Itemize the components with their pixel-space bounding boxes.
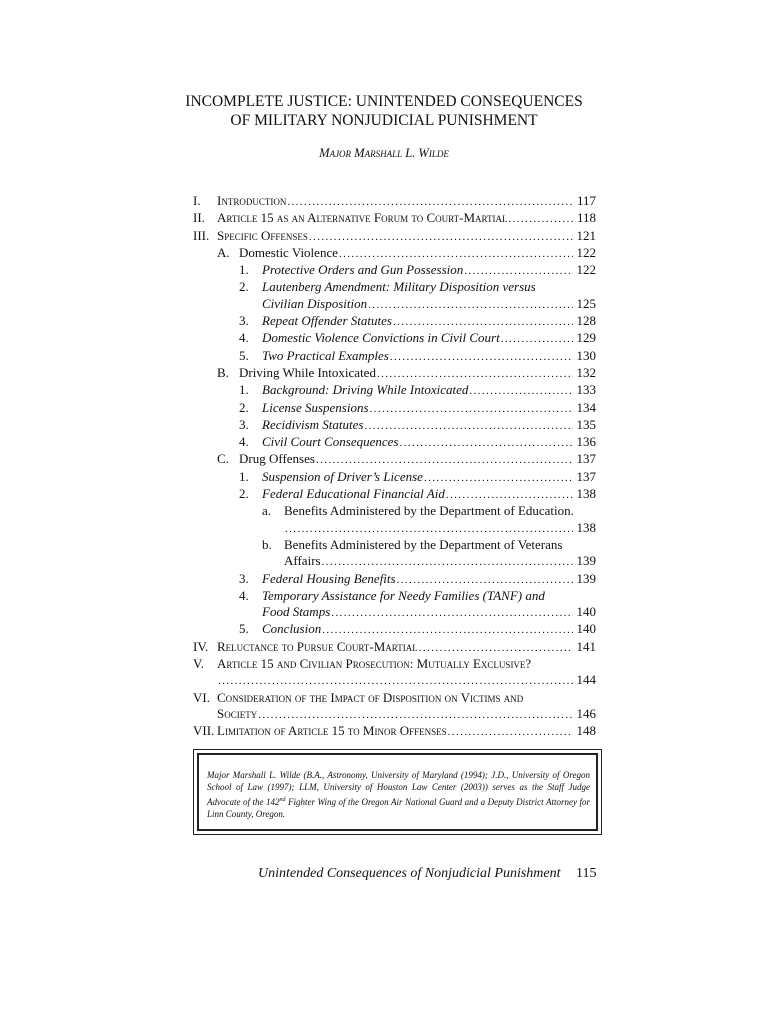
dot-leader [322,622,573,638]
toc-entry-number: III. [193,227,210,243]
toc-entry-number: 2. [239,279,249,295]
toc-entry-page: 137 [576,468,596,484]
toc-entry [193,348,596,365]
toc-entry-title: Consideration of the Impact of Disposition on Victims and [217,689,524,705]
dot-leader [469,383,573,399]
dot-leader [393,314,573,330]
dot-leader [309,229,573,245]
toc-entry-number: A. [217,244,230,260]
author-bio-superscript: nd [279,796,286,803]
toc-entry-number: 2. [239,486,249,502]
toc-entry-page: 141 [576,638,596,654]
toc-entry-title: Suspension of Driver’s License [262,468,423,484]
toc-entry-number: 1. [239,262,249,278]
toc-entry-number: 4. [239,330,249,346]
toc-entry [193,690,596,706]
dot-leader [397,572,573,588]
toc-entry [193,537,596,553]
table-of-contents [193,193,596,741]
dot-leader [339,246,573,262]
toc-entry [193,621,596,638]
toc-entry-title-continued: Food Stamps [262,604,331,620]
toc-entry-number: B. [217,364,229,380]
dot-leader [377,366,573,382]
dot-leader [446,487,573,503]
toc-entry-page: 134 [576,399,596,415]
article-title-line-1: INCOMPLETE JUSTICE: UNINTENDED CONSEQUENCES [185,93,583,110]
toc-entry [193,486,596,503]
toc-entry-page: 132 [576,364,596,380]
dot-leader [322,554,573,570]
toc-entry-page: 125 [576,295,596,311]
toc-entry-title: Drug Offenses [239,451,315,467]
dot-leader [400,435,574,451]
toc-entry-title: Driving While Intoxicated [239,364,376,380]
toc-entry-number: 5. [239,347,249,363]
toc-entry-page: 117 [576,193,596,208]
toc-entry-continuation [193,706,596,723]
toc-entry [193,503,596,519]
toc-entry-title: Specific Offenses [217,227,308,243]
dot-leader [285,521,573,537]
toc-entry-page: 137 [576,451,596,467]
toc-entry-title-continued: Society [217,705,258,721]
toc-entry-number: b. [262,536,272,552]
toc-entry [193,245,596,262]
author-bio-text [197,753,598,831]
dot-leader [258,707,573,723]
toc-entry [193,313,596,330]
dot-leader [419,640,573,656]
toc-entry-title: Temporary Assistance for Needy Families (TANF) and [262,587,545,603]
dot-leader [287,194,573,210]
toc-entry-number: VI. [193,689,210,705]
toc-entry-number: 3. [239,313,249,329]
dot-leader [364,418,573,434]
toc-entry-number: 1. [239,468,249,484]
toc-entry-number: 3. [239,570,249,586]
toc-entry-title: Federal Educational Financial Aid [262,486,445,502]
toc-entry-title: Article 15 as an Alternative Forum to Court-Martial [217,210,508,226]
toc-entry-title: Protective Orders and Gun Possession [262,262,464,278]
running-footer-title: Unintended Consequences of Nonjudicial Punishment [258,866,561,881]
toc-entry-page: 136 [576,434,596,450]
toc-entry-title: Benefits Administered by the Department of Education. [284,503,574,519]
toc-entry [193,262,596,279]
toc-entry-page: 130 [576,347,596,363]
toc-entry-title: Benefits Administered by the Department of Veterans [284,536,563,552]
dot-leader [424,470,573,486]
toc-entry-number: 1. [239,382,249,398]
toc-entry-number: V. [193,656,204,672]
toc-entry-title: Civil Court Consequences [262,434,399,450]
toc-entry-number: II. [193,210,205,226]
toc-entry-title: License Suspensions [262,399,369,415]
author-bio-part-1: Major Marshall L. Wilde (B.A., Astronomy, University of Maryland (1994); J.D., University of Oregon School of Law (1997); LLM, University of Houston Law Center (2003)) serves as the Staff Judge Advocate of the 142 [207,770,590,807]
toc-entry-title: Reluctance to Pursue Court-Martial [217,638,418,654]
dot-leader [331,605,573,621]
page-number: 115 [576,866,597,881]
toc-entry-page: 129 [576,330,596,346]
toc-entry-title: Limitation of Article 15 to Minor Offenses [217,723,447,739]
toc-entry-page: 148 [576,723,596,739]
dot-leader [370,401,573,417]
toc-entry [193,639,596,656]
toc-entry-page: 140 [576,604,596,620]
toc-entry [193,434,596,451]
toc-entry-title-continued: Affairs [284,553,321,569]
toc-entry-title: Federal Housing Benefits [262,570,396,586]
dot-leader [218,673,573,689]
toc-entry-continuation [193,296,596,313]
toc-entry [193,228,596,245]
toc-entry-page: 133 [576,382,596,398]
toc-entry [193,656,596,672]
toc-entry-title-continued: Civilian Disposition [262,295,368,311]
toc-entry [193,469,596,486]
toc-entry-page: 138 [576,519,596,535]
toc-entry-title: Background: Driving While Intoxicated [262,382,469,398]
toc-entry-page: 139 [576,553,596,569]
toc-entry [193,588,596,604]
toc-entry-page: 138 [576,486,596,502]
toc-entry-page: 122 [576,262,596,278]
toc-entry-title: Lautenberg Amendment: Military Disposition versus [262,279,536,295]
toc-entry-number: 5. [239,621,249,637]
toc-entry-page: 140 [576,621,596,637]
toc-entry-page: 121 [576,227,596,243]
toc-entry-title: Domestic Violence [239,244,338,260]
toc-entry-number: 2. [239,399,249,415]
dot-leader [448,724,573,740]
toc-entry-title: Two Practical Examples [262,347,389,363]
toc-entry-page: 118 [576,210,596,226]
toc-entry-page: 122 [576,244,596,260]
dot-leader [316,452,573,468]
toc-entry-title: Conclusion [262,621,322,637]
toc-entry-page: 139 [576,570,596,586]
toc-entry-number: C. [217,451,229,467]
article-title [0,92,768,130]
toc-entry [193,723,596,740]
toc-entry [193,365,596,382]
toc-entry-title: Recidivism Statutes [262,416,364,432]
toc-entry-number: 4. [239,434,249,450]
toc-entry-number: I. [193,193,201,208]
toc-entry-title: Article 15 and Civilian Prosecution: Mutually Exclusive? [217,656,532,672]
dot-leader [464,263,573,279]
toc-entry [193,400,596,417]
dot-leader [390,349,573,365]
toc-entry [193,382,596,399]
dot-leader [508,211,573,227]
toc-entry [193,451,596,468]
toc-entry-title: Repeat Offender Statutes [262,313,392,329]
toc-entry-page: 144 [576,672,596,688]
author-bio-part-2: Fighter Wing of the Oregon Air National Guard and a Deputy District Attorney for Linn County, Oregon. [207,796,590,820]
toc-entry [193,193,596,210]
toc-entry-number: 4. [239,587,249,603]
toc-entry [193,279,596,295]
toc-entry-page: 128 [576,313,596,329]
toc-entry [193,571,596,588]
toc-entry-number: 3. [239,416,249,432]
toc-entry-continuation [193,604,596,621]
toc-entry-page: 146 [576,705,596,721]
toc-entry-continuation [193,520,596,537]
toc-entry-continuation [193,553,596,570]
toc-entry-continuation [193,672,596,689]
author-bio-box [193,749,602,835]
dot-leader [368,297,573,313]
dot-leader [501,331,573,347]
toc-entry-number: a. [262,503,272,519]
author-byline: Major Marshall L. Wilde [319,146,449,160]
toc-entry-page: 135 [576,416,596,432]
toc-entry-number: VII. [193,723,215,739]
toc-entry-title: Domestic Violence Convictions in Civil Court [262,330,500,346]
toc-entry [193,210,596,227]
toc-entry-title: Introduction [217,193,287,208]
article-title-line-2: OF MILITARY NONJUDICIAL PUNISHMENT [230,112,538,129]
toc-entry [193,330,596,347]
toc-entry [193,417,596,434]
toc-entry-number: IV. [193,638,209,654]
